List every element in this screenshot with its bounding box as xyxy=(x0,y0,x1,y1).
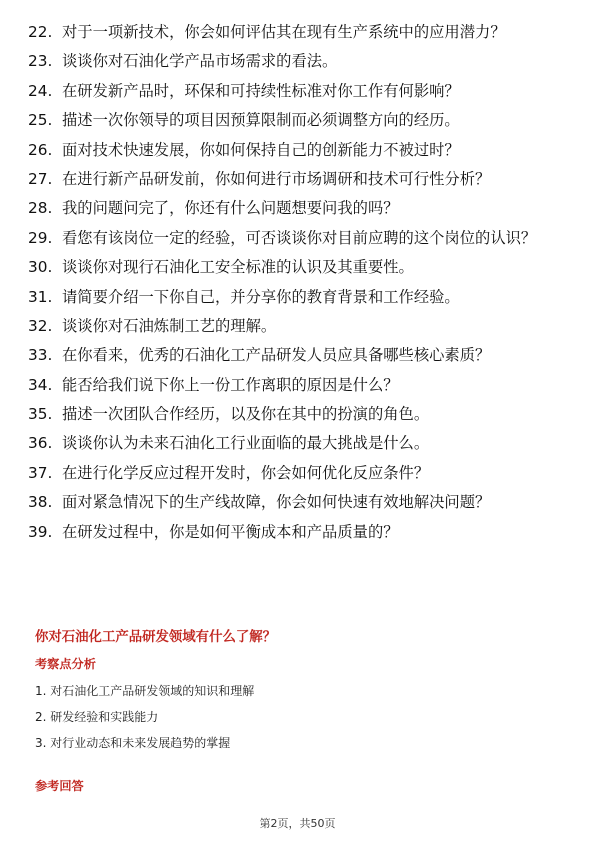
question-item xyxy=(28,463,568,484)
question-item xyxy=(28,287,568,308)
question-item xyxy=(28,22,568,43)
analysis-heading: 考察点分析 xyxy=(35,657,96,671)
question-number: 33. xyxy=(28,346,53,365)
answer-heading: 参考回答 xyxy=(35,779,84,793)
question-number: 32. xyxy=(28,316,53,335)
question-text: 在进行化学反应过程开发时，你会如何优化反应条件？ xyxy=(62,463,430,482)
question-text: 谈谈你对现行石油化工安全标准的认识及其重要性。 xyxy=(62,258,414,277)
question-item xyxy=(28,433,568,454)
question-text: 在研发过程中，你是如何平衡成本和产品质量的？ xyxy=(62,522,399,541)
question-text: 能否给我们说下你上一份工作离职的原因是什么？ xyxy=(62,375,399,394)
question-text: 谈谈你对石油炼制工艺的理解。 xyxy=(62,316,277,335)
question-item xyxy=(28,198,568,219)
question-number: 37. xyxy=(28,463,53,482)
question-number: 36. xyxy=(28,434,53,453)
question-number: 28. xyxy=(28,199,53,218)
section-heading: 你对石油化工产品研发领域有什么了解？ xyxy=(35,630,277,645)
analysis-point: 2. 研发经验和实践能力 xyxy=(35,710,159,725)
question-text: 看您有该岗位一定的经验，可否谈谈你对目前应聘的这个岗位的认识？ xyxy=(62,228,537,247)
question-text: 对于一项新技术，你会如何评估其在现有生产系统中的应用潜力？ xyxy=(62,23,506,41)
question-item xyxy=(28,522,568,543)
question-item xyxy=(28,169,568,190)
question-item xyxy=(28,51,568,72)
question-item xyxy=(28,316,568,337)
question-item xyxy=(28,404,568,425)
question-text: 描述一次你领导的项目因预算限制而必须调整方向的经历。 xyxy=(62,111,460,130)
question-number: 23. xyxy=(28,52,53,71)
question-number: 39. xyxy=(28,522,53,541)
question-number: 22. xyxy=(28,23,53,41)
question-text: 谈谈你对石油化学产品市场需求的看法。 xyxy=(62,52,338,71)
analysis-points xyxy=(35,684,254,763)
question-number: 35. xyxy=(28,405,53,424)
analysis-point: 1. 对石油化工产品研发领域的知识和理解 xyxy=(35,684,255,698)
question-number: 26. xyxy=(28,140,53,159)
question-number: 38. xyxy=(28,493,53,512)
question-number: 25. xyxy=(28,111,53,130)
question-item xyxy=(28,375,568,396)
question-item xyxy=(28,492,568,513)
question-number: 29. xyxy=(28,228,53,247)
question-item xyxy=(28,140,568,161)
question-item xyxy=(28,110,568,131)
question-number: 27. xyxy=(28,169,53,188)
question-text: 我的问题问完了，你还有什么问题想要问我的吗？ xyxy=(62,199,399,218)
question-number: 31. xyxy=(28,287,53,306)
page-footer: 第2页，共50页 xyxy=(259,817,336,830)
question-number: 30. xyxy=(28,258,53,277)
question-item xyxy=(28,345,568,366)
question-item xyxy=(28,81,568,102)
question-text: 请简要介绍一下你自己，并分享你的教育背景和工作经验。 xyxy=(62,287,460,306)
question-number: 24. xyxy=(28,81,53,100)
question-text: 在研发新产品时，环保和可持续性标准对你工作有何影响？ xyxy=(62,81,460,100)
question-list xyxy=(28,22,568,551)
analysis-point: 3. 对行业动态和未来发展趋势的掌握 xyxy=(35,736,231,751)
question-text: 描述一次团队合作经历，以及你在其中的扮演的角色。 xyxy=(62,405,430,424)
question-item xyxy=(28,228,568,249)
question-number: 34. xyxy=(28,375,53,394)
question-text: 在你看来，优秀的石油化工产品研发人员应具备哪些核心素质？ xyxy=(62,346,491,365)
question-text: 谈谈你认为未来石油化工行业面临的最大挑战是什么。 xyxy=(62,434,430,453)
question-text: 面对紧急情况下的生产线故障，你会如何快速有效地解决问题？ xyxy=(62,493,491,512)
question-text: 面对技术快速发展，你如何保持自己的创新能力不被过时？ xyxy=(62,140,460,159)
question-text: 在进行新产品研发前，你如何进行市场调研和技术可行性分析？ xyxy=(62,169,491,188)
question-item xyxy=(28,257,568,278)
